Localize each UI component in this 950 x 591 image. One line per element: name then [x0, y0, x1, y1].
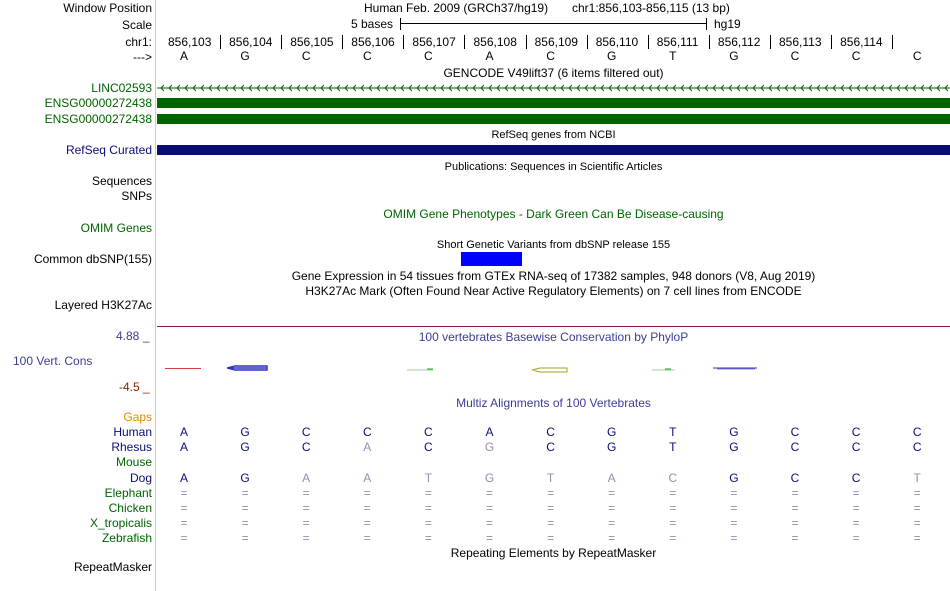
gencode-item-ensg-2[interactable]: ENSG00000272438	[44, 112, 152, 126]
ensg-1-gene-feature[interactable]	[157, 98, 950, 108]
h3k27ac-signal-baseline	[157, 326, 950, 327]
scale-bar	[400, 23, 706, 24]
aligned-base: =	[608, 485, 616, 500]
aligned-base: =	[547, 516, 555, 531]
aligned-base: =	[302, 531, 310, 546]
aligned-base: =	[180, 516, 188, 531]
aligned-base: A	[179, 425, 188, 439]
position-readout: chr1:856,103-856,115 (13 bp)	[572, 1, 730, 15]
aligned-base: T	[669, 425, 677, 439]
gencode-track-title[interactable]: GENCODE V49lift37 (6 items filtered out)	[443, 66, 664, 80]
aligned-base: =	[547, 501, 555, 515]
aligned-base: A	[363, 470, 372, 485]
aligned-base: =	[547, 485, 555, 500]
aligned-base: G	[729, 440, 739, 455]
gtex-track-title[interactable]: Gene Expression in 54 tissues from GTEx RNA-seq of 17382 samples, 948 donors (V8, Aug 2019)	[291, 269, 816, 283]
scale-label: Scale	[121, 18, 152, 32]
coordinate-label: 856,113	[779, 35, 822, 49]
aligned-base: =	[180, 501, 188, 515]
aligned-base: G	[484, 440, 495, 455]
species-label[interactable]: Chicken	[108, 501, 152, 515]
aligned-base: =	[485, 516, 493, 531]
aligned-base: =	[913, 485, 921, 500]
aligned-base: =	[424, 485, 432, 500]
aligned-base: =	[424, 516, 432, 531]
aligned-base: =	[241, 485, 249, 500]
aligned-base: =	[791, 531, 799, 546]
coordinate-label: 856,109	[534, 35, 578, 49]
aligned-base: =	[791, 516, 799, 531]
aligned-base: T	[546, 470, 555, 485]
aligned-base: T	[913, 470, 921, 485]
aligned-base: C	[912, 425, 922, 439]
aligned-base: =	[424, 501, 432, 515]
coordinate-tick	[342, 35, 343, 49]
aligned-base: C	[424, 440, 433, 455]
aligned-base: C	[851, 470, 861, 485]
aligned-base: =	[363, 531, 371, 546]
coordinate-tick	[281, 35, 282, 49]
coordinate-label: 856,106	[351, 35, 395, 49]
coordinate-label: 856,103	[168, 35, 212, 49]
aligned-base: G	[240, 425, 250, 439]
reference-base: C	[301, 49, 311, 63]
scale-bar-end-tick	[706, 18, 707, 30]
aligned-base: C	[668, 470, 678, 485]
coordinate-label: 856,107	[412, 35, 456, 49]
aligned-base: A	[363, 440, 372, 455]
aligned-base: =	[363, 501, 371, 515]
aligned-base: =	[669, 485, 677, 500]
coordinate-tick	[831, 35, 832, 49]
aligned-base: A	[302, 470, 311, 485]
aligned-base: =	[302, 485, 310, 500]
coordinate-label: 856,111	[656, 35, 699, 49]
scale-bar-start-tick	[400, 18, 401, 30]
aligned-base: =	[913, 531, 921, 546]
aligned-base: G	[240, 440, 250, 455]
coordinate-tick	[464, 35, 465, 49]
reference-base: C	[912, 49, 922, 63]
aligned-base: C	[912, 440, 922, 455]
aligned-base: =	[302, 516, 310, 531]
repeatmasker-label[interactable]: RepeatMasker	[73, 560, 152, 574]
conservation-max-label: 4.88 _	[116, 329, 150, 343]
aligned-base: A	[485, 425, 494, 439]
aligned-base: =	[485, 485, 493, 500]
aligned-base: G	[607, 440, 617, 455]
strand-label: --->	[133, 50, 152, 64]
aligned-base: =	[852, 516, 860, 531]
aligned-base: =	[241, 516, 249, 531]
label-divider	[155, 0, 156, 591]
reference-base: C	[790, 49, 800, 63]
aligned-base: =	[791, 501, 799, 515]
sequences-label[interactable]: Sequences	[91, 174, 152, 188]
gencode-item-linc02593[interactable]: LINC02593	[91, 81, 152, 95]
aligned-base: C	[546, 440, 555, 455]
assembly-title: Human Feb. 2009 (GRCh37/hg19)	[364, 1, 549, 15]
conservation-signal[interactable]	[157, 360, 950, 376]
aligned-base: G	[607, 425, 617, 439]
aligned-base: =	[852, 485, 860, 500]
aligned-base: =	[241, 501, 249, 515]
aligned-base: C	[790, 425, 800, 439]
aligned-base: =	[669, 531, 677, 546]
omim-genes-label[interactable]: OMIM Genes	[80, 221, 152, 235]
aligned-base: T	[669, 440, 677, 455]
aligned-base: C	[851, 425, 861, 439]
dbsnp-track-title[interactable]: Short Genetic Variants from dbSNP release 155	[436, 239, 671, 251]
repeatmasker-track-title[interactable]: Repeating Elements by RepeatMasker	[450, 546, 657, 560]
coordinate-tick	[709, 35, 710, 49]
aligned-base: C	[424, 425, 433, 439]
reference-base: C	[424, 49, 433, 63]
aligned-base: G	[484, 470, 495, 485]
reference-base: G	[607, 49, 617, 63]
aligned-base: =	[852, 531, 860, 546]
conservation-track-label[interactable]: 100 Vert. Cons	[13, 354, 93, 368]
species-label[interactable]: Human	[113, 425, 152, 439]
coordinate-tick	[587, 35, 588, 49]
aligned-base: =	[363, 516, 371, 531]
refseq-curated-label[interactable]: RefSeq Curated	[65, 143, 152, 157]
coordinate-tick	[770, 35, 771, 49]
h3k27ac-track-title[interactable]: H3K27Ac Mark (Often Found Near Active Regulatory Elements) on 7 cell lines from ENCODE	[305, 284, 802, 298]
aligned-base: =	[180, 531, 188, 546]
reference-base: A	[485, 49, 494, 63]
coordinate-label: 856,114	[840, 35, 883, 49]
reference-base: T	[669, 49, 677, 63]
species-label[interactable]: Elephant	[104, 485, 152, 500]
aligned-base: C	[362, 425, 372, 439]
chrom-label: chr1:	[125, 35, 152, 49]
common-dbsnp-label[interactable]: Common dbSNP(155)	[33, 252, 152, 266]
aligned-base: =	[852, 501, 860, 515]
reference-base: G	[729, 49, 739, 63]
reference-base: C	[851, 49, 861, 63]
aligned-base: G	[729, 470, 739, 485]
species-label[interactable]: Zebrafish	[101, 531, 152, 546]
linc02593-gene-feature[interactable]	[157, 81, 950, 95]
coordinate-tick	[220, 35, 221, 49]
omim-track-title[interactable]: OMIM Gene Phenotypes - Dark Green Can Be Disease-causing	[383, 207, 724, 221]
aligned-base: =	[241, 531, 249, 546]
aligned-base: =	[730, 501, 738, 515]
coordinate-tick	[403, 35, 404, 49]
snps-label[interactable]: SNPs	[121, 189, 152, 203]
refseq-gene-feature[interactable]	[157, 145, 950, 155]
aligned-base: =	[730, 531, 738, 546]
aligned-base: =	[485, 501, 493, 515]
dbsnp-variant-feature[interactable]	[461, 252, 522, 266]
aligned-base: =	[302, 501, 310, 515]
aligned-base: C	[301, 440, 311, 455]
coordinate-label: 856,108	[473, 35, 517, 49]
coordinate-label: 856,110	[595, 35, 639, 49]
reference-base: G	[240, 49, 250, 63]
coordinate-label: 856,105	[290, 35, 334, 49]
publications-track-title[interactable]: Publications: Sequences in Scientific Articles	[444, 161, 663, 173]
aligned-base: =	[180, 485, 188, 500]
ensg-2-gene-feature[interactable]	[157, 114, 950, 124]
coordinate-label: 856,104	[229, 35, 273, 49]
aligned-base: T	[424, 470, 433, 485]
aligned-base: =	[913, 516, 921, 531]
aligned-base: =	[547, 531, 555, 546]
aligned-base: =	[608, 501, 616, 515]
aligned-base: A	[179, 440, 188, 455]
aligned-base: =	[669, 501, 677, 515]
conservation-track-title[interactable]: 100 vertebrates Basewise Conservation by PhyloP	[418, 330, 689, 344]
aligned-base: A	[607, 470, 616, 485]
coordinate-tick	[526, 35, 527, 49]
window-position-label: Window Position	[63, 1, 152, 15]
species-label[interactable]: X_tropicalis	[89, 516, 152, 531]
aligned-base: =	[608, 531, 616, 546]
aligned-base: C	[546, 425, 555, 439]
aligned-base: C	[301, 425, 311, 439]
linc02593-arrows	[157, 81, 950, 95]
aligned-base: A	[179, 470, 188, 485]
aligned-base: =	[913, 501, 921, 515]
conservation-wiggle	[157, 360, 950, 376]
aligned-base: C	[851, 440, 861, 455]
gaps-label: Gaps	[123, 410, 152, 424]
layered-h3k27ac-label[interactable]: Layered H3K27Ac	[54, 298, 152, 312]
coordinate-tick	[892, 35, 893, 49]
reference-base: C	[546, 49, 555, 63]
aligned-base: =	[485, 531, 493, 546]
species-label[interactable]: Mouse	[115, 455, 152, 470]
aligned-base: =	[363, 485, 371, 500]
aligned-base: C	[790, 440, 800, 455]
aligned-base: =	[730, 485, 738, 500]
species-label[interactable]: Rhesus	[111, 440, 152, 455]
aligned-base: =	[608, 516, 616, 531]
coordinate-label: 856,112	[717, 35, 761, 49]
multiz-track-title[interactable]: Multiz Alignments of 100 Vertebrates	[456, 396, 651, 410]
aligned-base: C	[790, 470, 800, 485]
species-label[interactable]: Dog	[129, 470, 152, 485]
aligned-base: =	[791, 485, 799, 500]
scale-text: 5 bases	[351, 17, 394, 31]
aligned-base: G	[729, 425, 739, 439]
reference-base: A	[179, 49, 188, 63]
aligned-base: =	[424, 531, 432, 546]
conservation-min-label: -4.5 _	[119, 380, 150, 394]
scale-db: hg19	[714, 17, 741, 31]
reference-base: C	[362, 49, 372, 63]
coordinate-tick	[648, 35, 649, 49]
aligned-base: =	[669, 516, 677, 531]
gencode-item-ensg-1[interactable]: ENSG00000272438	[44, 96, 152, 110]
refseq-track-title[interactable]: RefSeq genes from NCBI	[491, 129, 616, 141]
aligned-base: G	[240, 470, 250, 485]
aligned-base: =	[730, 516, 738, 531]
